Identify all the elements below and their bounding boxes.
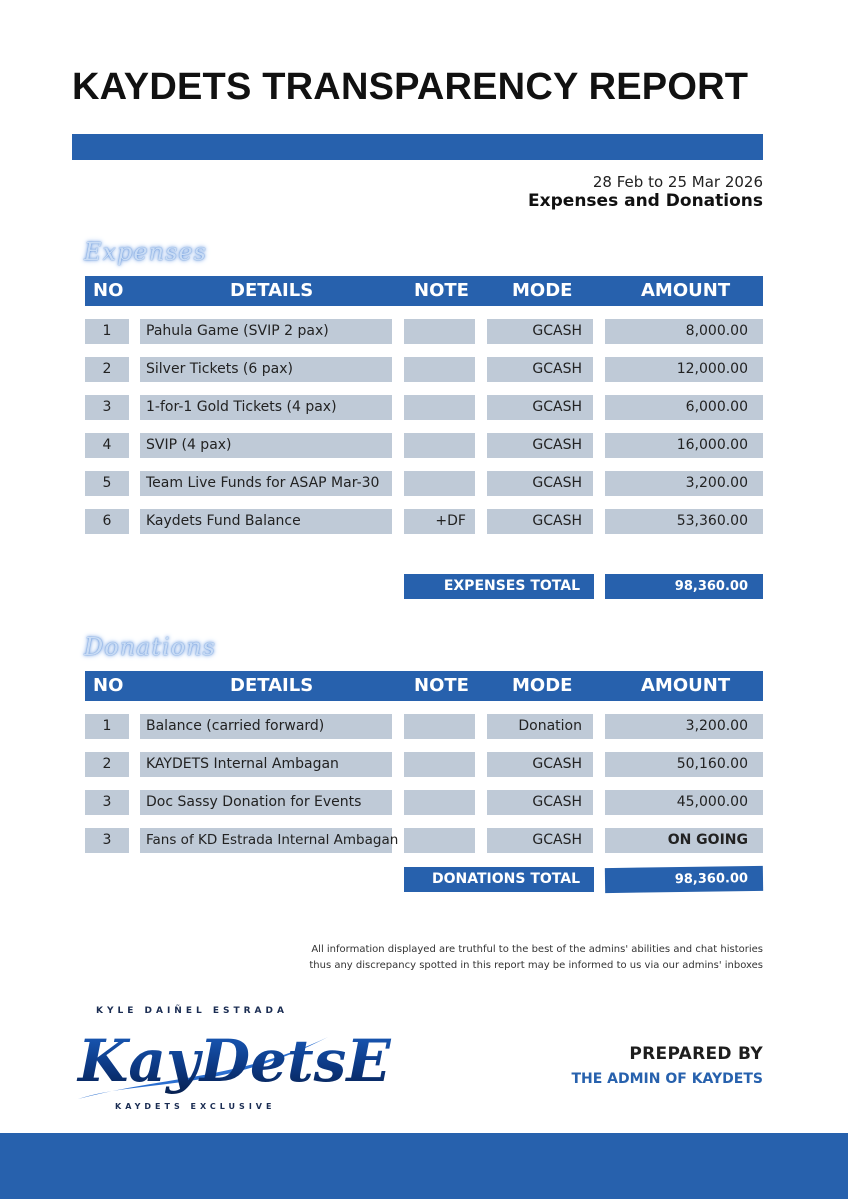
cell-no: 3: [85, 790, 129, 815]
logo-wordmark-text: KayDetsE: [78, 1027, 391, 1095]
header-note: NOTE: [414, 675, 469, 696]
header-mode: MODE: [512, 675, 573, 696]
logo-bottom-text: KAYDETS EXCLUSIVE: [115, 1102, 276, 1111]
cell-amount: 3,200.00: [605, 714, 763, 739]
cell-no: 6: [85, 509, 129, 534]
kaydets-logo: [70, 1003, 391, 1119]
cell-note: [404, 433, 475, 458]
cell-details: Team Live Funds for ASAP Mar-30: [140, 471, 392, 496]
cell-note: [404, 752, 475, 777]
cell-amount: 12,000.00: [605, 357, 763, 382]
header-no: NO: [93, 280, 124, 301]
disclaimer-line-2: thus any discrepancy spotted in this report may be informed to us via our admins' inboxes: [309, 960, 763, 971]
cell-no: 4: [85, 433, 129, 458]
cell-mode: GCASH: [487, 433, 593, 458]
donations-total-label: DONATIONS TOTAL: [404, 867, 594, 892]
cell-mode: GCASH: [487, 319, 593, 344]
table-row: [85, 509, 763, 534]
table-row: [85, 714, 763, 739]
expenses-total-value: 98,360.00: [605, 574, 763, 599]
donations-table-header: [85, 671, 763, 701]
cell-mode: GCASH: [487, 828, 593, 853]
header-amount: AMOUNT: [641, 675, 731, 696]
disclaimer: [309, 942, 763, 974]
expenses-heading: Expenses: [84, 238, 207, 266]
cell-no: 5: [85, 471, 129, 496]
cell-no: 1: [85, 319, 129, 344]
cell-no: 1: [85, 714, 129, 739]
header-amount: AMOUNT: [641, 280, 731, 301]
cell-note: +DF: [404, 509, 475, 534]
cell-note: [404, 471, 475, 496]
cell-details: Kaydets Fund Balance: [140, 509, 392, 534]
cell-note: [404, 790, 475, 815]
cell-amount: 8,000.00: [605, 319, 763, 344]
expenses-table-header: [85, 276, 763, 306]
cell-no: 2: [85, 357, 129, 382]
header-no: NO: [93, 675, 124, 696]
cell-no: 3: [85, 828, 129, 853]
cell-note: [404, 828, 475, 853]
cell-amount: 45,000.00: [605, 790, 763, 815]
report-title: KAYDETS TRANSPARENCY REPORT: [72, 66, 749, 108]
cell-mode: GCASH: [487, 357, 593, 382]
cell-note: [404, 395, 475, 420]
cell-details: Pahula Game (SVIP 2 pax): [140, 319, 392, 344]
cell-details: Silver Tickets (6 pax): [140, 357, 392, 382]
cell-amount: 50,160.00: [605, 752, 763, 777]
table-row: [85, 471, 763, 496]
cell-details: 1-for-1 Gold Tickets (4 pax): [140, 395, 392, 420]
expenses-total-label: EXPENSES TOTAL: [404, 574, 594, 599]
cell-details: Balance (carried forward): [140, 714, 392, 739]
table-row: [85, 790, 763, 815]
header-note: NOTE: [414, 280, 469, 301]
header-details: DETAILS: [230, 280, 314, 301]
prepared-by: THE ADMIN OF KAYDETS: [571, 1071, 763, 1087]
cell-details: Doc Sassy Donation for Events: [140, 790, 392, 815]
cell-mode: GCASH: [487, 752, 593, 777]
cell-no: 2: [85, 752, 129, 777]
table-row: [85, 828, 763, 853]
footer-bar: [0, 1133, 848, 1199]
table-row: [85, 395, 763, 420]
cell-amount: ON GOING: [605, 828, 763, 853]
cell-mode: Donation: [487, 714, 593, 739]
report-subtitle: Expenses and Donations: [528, 191, 763, 211]
cell-note: [404, 714, 475, 739]
cell-mode: GCASH: [487, 471, 593, 496]
date-range: 28 Feb to 25 Mar 2026: [592, 173, 763, 191]
cell-amount: 16,000.00: [605, 433, 763, 458]
cell-no: 3: [85, 395, 129, 420]
logo-wordmark: [70, 1019, 391, 1105]
donations-heading: Donations: [84, 633, 216, 661]
cell-mode: GCASH: [487, 395, 593, 420]
table-row: [85, 357, 763, 382]
disclaimer-line-1: All information displayed are truthful to the best of the admins' abilities and chat histories: [311, 944, 763, 955]
cell-details: KAYDETS Internal Ambagan: [140, 752, 392, 777]
table-row: [85, 752, 763, 777]
cell-note: [404, 319, 475, 344]
table-row: [85, 433, 763, 458]
cell-amount: 3,200.00: [605, 471, 763, 496]
table-row: [85, 319, 763, 344]
header-mode: MODE: [512, 280, 573, 301]
cell-mode: GCASH: [487, 790, 593, 815]
cell-mode: GCASH: [487, 509, 593, 534]
cell-amount: 53,360.00: [605, 509, 763, 534]
cell-amount: 6,000.00: [605, 395, 763, 420]
cell-details: Fans of KD Estrada Internal Ambagan: [140, 828, 392, 853]
prepared-label: PREPARED BY: [629, 1044, 763, 1064]
title-accent-bar: [72, 134, 763, 160]
cell-note: [404, 357, 475, 382]
header-details: DETAILS: [230, 675, 314, 696]
cell-details: SVIP (4 pax): [140, 433, 392, 458]
donations-total-value: 98,360.00: [605, 866, 763, 893]
logo-top-text: KYLE DAIÑEL ESTRADA: [96, 1006, 288, 1016]
